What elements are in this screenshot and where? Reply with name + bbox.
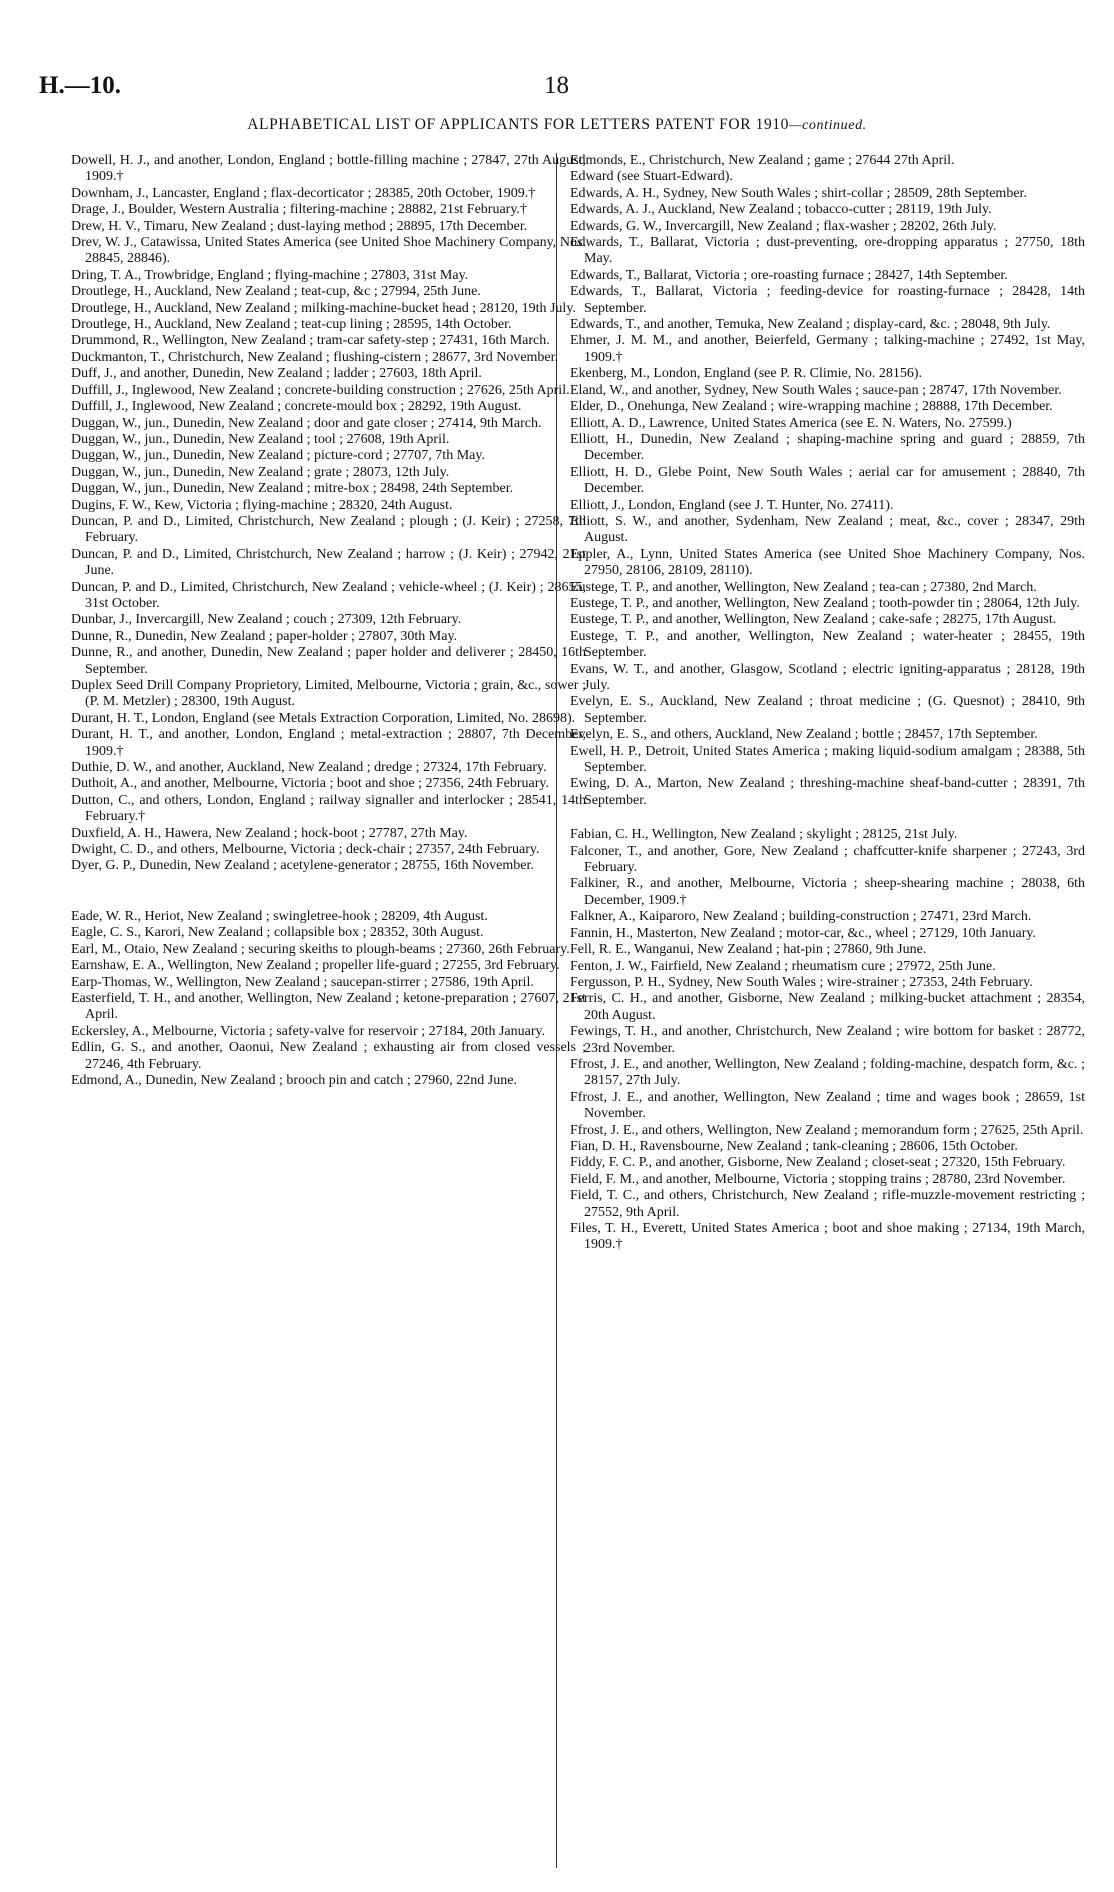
left-column <box>71 153 586 1089</box>
list-entry: Ewing, D. A., Marton, New Zealand ; threshing-machine sheaf-band-cutter ; 28391, 7th September. <box>570 776 1085 808</box>
list-entry: Dring, T. A., Trowbridge, England ; flying-machine ; 27803, 31st May. <box>71 267 469 283</box>
list-entry: Drew, H. V., Timaru, New Zealand ; dust-laying method ; 28895, 17th December. <box>71 218 528 234</box>
list-entry: Eustege, T. P., and another, Wellington, New Zealand ; tooth-powder tin ; 28064, 12th July. <box>570 595 1080 611</box>
list-entry: Ffrost, J. E., and another, Wellington, New Zealand ; folding-machine, despatch form, &c. ; 28157, 27th July. <box>570 1056 1085 1089</box>
list-entry: Falconer, T., and another, Gore, New Zealand ; chaffcutter-knife sharpener ; 27243, 3rd February. <box>570 843 1085 876</box>
list-entry: Earp-Thomas, W., Wellington, New Zealand ; saucepan-stirrer ; 27586, 19th April. <box>71 974 534 990</box>
list-entry: Duxfield, A. H., Hawera, New Zealand ; hock-boot ; 27787, 27th May. <box>71 825 468 841</box>
entries-f-group <box>570 827 1085 1254</box>
list-entry: Files, T. H., Everett, United States America ; boot and shoe making ; 27134, 19th March, 1909.† <box>570 1221 1085 1253</box>
list-entry: Drage, J., Boulder, Western Australia ; filtering-machine ; 28882, 21st February.† <box>71 202 527 218</box>
list-entry: Edwards, T., and another, Temuka, New Zealand ; display-card, &c. ; 28048, 9th July. <box>570 317 1051 333</box>
right-column <box>570 153 1085 1254</box>
list-entry: Duplex Seed Drill Company Proprietory, Limited, Melbourne, Victoria ; grain, &c., sower ; (P. M. Metzler) ; 28300, 19th August. <box>71 678 586 710</box>
page-title-text: ALPHABETICAL LIST OF APPLICANTS FOR LETTERS PATENT FOR 1910 <box>247 116 790 133</box>
list-entry: Duncan, P. and D., Limited, Christchurch, New Zealand ; harrow ; (J. Keir) ; 27942, 21st June. <box>71 546 586 579</box>
list-entry: Dyer, G. P., Dunedin, New Zealand ; acetylene-generator ; 28755, 16th November. <box>71 858 534 874</box>
list-entry: Duggan, W., jun., Dunedin, New Zealand ; picture-cord ; 27707, 7th May. <box>71 448 485 464</box>
list-entry: Ehmer, J. M. M., and another, Beierfeld, Germany ; talking-machine ; 27492, 1st May, 1909.† <box>570 333 1085 365</box>
list-entry: Elliott, J., London, England (see J. T. Hunter, No. 27411). <box>570 497 894 513</box>
list-entry: Duckmanton, T., Christchurch, New Zealand ; flushing-cistern ; 28677, 3rd November. <box>71 349 559 365</box>
list-entry: Drummond, R., Wellington, New Zealand ; tram-car safety-step ; 27431, 16th March. <box>71 333 550 349</box>
list-entry: Duffill, J., Inglewood, New Zealand ; concrete-mould box ; 28292, 19th August. <box>71 399 522 415</box>
list-entry: Duggan, W., jun., Dunedin, New Zealand ; tool ; 27608, 19th April. <box>71 431 450 447</box>
list-entry: Earnshaw, E. A., Wellington, New Zealand ; propeller life-guard ; 27255, 3rd February. <box>71 958 560 974</box>
list-entry: Earl, M., Otaio, New Zealand ; securing skeiths to plough-beams ; 27360, 26th February. <box>71 941 570 957</box>
list-entry: Ewell, H. P., Detroit, United States America ; making liquid-sodium amalgam ; 28388, 5th September. <box>570 743 1085 776</box>
list-entry: Elliott, A. D., Lawrence, United States America (see E. N. Waters, No. 27599.) <box>570 415 1012 431</box>
list-entry: Fell, R. E., Wanganui, New Zealand ; hat-pin ; 27860, 9th June. <box>570 942 927 958</box>
list-entry: Fian, D. H., Ravensbourne, New Zealand ; tank-cleaning ; 28606, 15th October. <box>570 1138 1018 1154</box>
list-entry: Durant, H. T., and another, London, England ; metal-extraction ; 28807, 7th December, 1909.† <box>71 727 586 759</box>
list-entry: Eustege, T. P., and another, Wellington, New Zealand ; cake-safe ; 28275, 17th August. <box>570 612 1057 628</box>
list-entry: Edlin, G. S., and another, Oaonui, New Zealand ; exhausting air from closed vessels ; 27246, 4th February. <box>71 1040 586 1072</box>
list-entry: Duff, J., and another, Dunedin, New Zealand ; ladder ; 27603, 18th April. <box>71 366 482 382</box>
document-reference: H.—10. <box>39 72 121 99</box>
list-entry: Downham, J., Lancaster, England ; flax-decorticator ; 28385, 20th October, 1909.† <box>71 185 536 201</box>
list-entry: Edwards, A. J., Auckland, New Zealand ; tobacco-cutter ; 28119, 19th July. <box>570 202 992 218</box>
list-entry: Easterfield, T. H., and another, Wellington, New Zealand ; ketone-preparation ; 27607, 21st April. <box>71 990 586 1023</box>
list-entry: Droutlege, H., Auckland, New Zealand ; teat-cup lining ; 28595, 14th October. <box>71 317 512 333</box>
list-entry: Eppler, A., Lynn, United States America (see United Shoe Machinery Company, Nos. 27950, 28106, 28109, 28110). <box>570 546 1085 579</box>
list-entry: Eckersley, A., Melbourne, Victoria ; safety-valve for reservoir ; 27184, 20th January. <box>71 1023 546 1039</box>
list-entry: Evans, W. T., and another, Glasgow, Scotland ; electric igniting-apparatus ; 28128, 19th July. <box>570 661 1085 693</box>
list-entry: Ferris, C. H., and another, Gisborne, New Zealand ; milking-bucket attachment ; 28354, 20th August. <box>570 991 1085 1023</box>
section-gap <box>71 875 586 909</box>
list-entry: Edwards, G. W., Invercargill, New Zealand ; flax-washer ; 28202, 26th July. <box>570 218 997 234</box>
list-entry: Dugins, F. W., Kew, Victoria ; flying-machine ; 28320, 24th August. <box>71 497 453 513</box>
list-entry: Fenton, J. W., Fairfield, New Zealand ; rheumatism cure ; 27972, 25th June. <box>570 958 996 974</box>
list-entry: Fewings, T. H., and another, Christchurch, New Zealand ; wire bottom for basket : 28772, 23rd November. <box>570 1024 1085 1056</box>
list-entry: Falkner, A., Kaiparoro, New Zealand ; building-construction ; 27471, 23rd March. <box>570 909 1032 925</box>
list-entry: Duthoit, A., and another, Melbourne, Victoria ; boot and shoe ; 27356, 24th February. <box>71 776 550 792</box>
list-entry: Elder, D., Onehunga, New Zealand ; wire-wrapping machine ; 28888, 17th December. <box>570 399 1053 415</box>
list-entry: Elliott, S. W., and another, Sydenham, New Zealand ; meat, &c., cover ; 28347, 29th August. <box>570 513 1085 546</box>
list-entry: Eade, W. R., Heriot, New Zealand ; swingletree-hook ; 28209, 4th August. <box>71 908 488 924</box>
list-entry: Dwight, C. D., and others, Melbourne, Victoria ; deck-chair ; 27357, 24th February. <box>71 842 540 858</box>
list-entry: Dunne, R., and another, Dunedin, New Zealand ; paper holder and deliverer ; 28450, 16th September. <box>71 645 586 677</box>
entries-d-group <box>71 153 586 875</box>
list-entry: Duffill, J., Inglewood, New Zealand ; concrete-building construction ; 27626, 25th April. <box>71 382 570 398</box>
list-entry: Field, F. M., and another, Melbourne, Victoria ; stopping trains ; 28780, 23rd November. <box>570 1171 1066 1187</box>
list-entry: Dunne, R., Dunedin, New Zealand ; paper-holder ; 27807, 30th May. <box>71 628 458 644</box>
list-entry: Fiddy, F. C. P., and another, Gisborne, New Zealand ; closet-seat ; 27320, 15th February. <box>570 1155 1066 1171</box>
list-entry: Eland, W., and another, Sydney, New South Wales ; sauce-pan ; 28747, 17th November. <box>570 382 1062 398</box>
list-entry: Droutlege, H., Auckland, New Zealand ; teat-cup, &c ; 27994, 25th June. <box>71 284 481 300</box>
list-entry: Droutlege, H., Auckland, New Zealand ; milking-machine-bucket head ; 28120, 19th July. <box>71 300 576 316</box>
list-entry: Eustege, T. P., and another, Wellington, New Zealand ; tea-can ; 27380, 2nd March. <box>570 579 1037 595</box>
list-entry: Field, T. C., and others, Christchurch, New Zealand ; rifle-muzzle-movement restricting ; 27552, 9th April. <box>570 1188 1085 1220</box>
page-title <box>0 116 1114 134</box>
list-entry: Evelyn, E. S., Auckland, New Zealand ; throat medicine ; (G. Quesnot) ; 28410, 9th September. <box>570 694 1085 726</box>
list-entry: Duthie, D. W., and another, Auckland, New Zealand ; dredge ; 27324, 17th February. <box>71 760 547 776</box>
list-entry: Duncan, P. and D., Limited, Christchurch, New Zealand ; plough ; (J. Keir) ; 27258, 7th February. <box>71 513 586 546</box>
entries-e-group <box>71 909 586 1089</box>
list-entry: Elliott, H., Dunedin, New Zealand ; shaping-machine spring and guard ; 28859, 7th December. <box>570 431 1085 464</box>
list-entry: Eagle, C. S., Karori, New Zealand ; collapsible box ; 28352, 30th August. <box>71 925 484 941</box>
list-entry: Edwards, T., Ballarat, Victoria ; ore-roasting furnace ; 28427, 14th September. <box>570 267 1008 283</box>
list-entry: Edwards, T., Ballarat, Victoria ; dust-preventing, ore-dropping apparatus ; 27750, 18th May. <box>570 235 1085 267</box>
page-number: 18 <box>544 72 569 99</box>
list-entry: Fannin, H., Masterton, New Zealand ; motor-car, &c., wheel ; 27129, 10th January. <box>570 925 1036 941</box>
list-entry: Ffrost, J. E., and others, Wellington, New Zealand ; memorandum form ; 27625, 25th April. <box>570 1122 1084 1138</box>
list-entry: Evelyn, E. S., and others, Auckland, New Zealand ; bottle ; 28457, 17th September. <box>570 727 1038 743</box>
list-entry: Duggan, W., jun., Dunedin, New Zealand ; door and gate closer ; 27414, 9th March. <box>71 415 542 431</box>
section-gap <box>570 809 1085 827</box>
list-entry: Edward (see Stuart-Edward). <box>570 169 733 185</box>
list-entry: Dutton, C., and others, London, England ; railway signaller and interlocker ; 28541, 14th February.† <box>71 792 586 825</box>
list-entry: Edmond, A., Dunedin, New Zealand ; brooch pin and catch ; 27960, 22nd June. <box>71 1072 517 1088</box>
list-entry: Edmonds, E., Christchurch, New Zealand ; game ; 27644 27th April. <box>570 153 955 168</box>
list-entry: Dunbar, J., Invercargill, New Zealand ; couch ; 27309, 12th February. <box>71 612 462 628</box>
list-entry: Falkiner, R., and another, Melbourne, Victoria ; sheep-shearing machine ; 28038, 6th December, 1909.† <box>570 876 1085 908</box>
list-entry: Duggan, W., jun., Dunedin, New Zealand ; grate ; 28073, 12th July. <box>71 464 450 480</box>
list-entry: Edwards, A. H., Sydney, New South Wales ; shirt-collar ; 28509, 28th September. <box>570 185 1027 201</box>
list-entry: Durant, H. T., London, England (see Metals Extraction Corporation, Limited, No. 28698). <box>71 710 576 726</box>
list-entry: Duncan, P. and D., Limited, Christchurch, New Zealand ; vehicle-wheel ; (J. Keir) ; 28655, 31st October. <box>71 579 586 611</box>
list-entry: Drev, W. J., Catawissa, United States America (see United Shoe Machinery Company, Nos. 28845, 28846). <box>71 235 586 267</box>
list-entry: Dowell, H. J., and another, London, England ; bottle-filling machine ; 27847, 27th August, 1909.† <box>71 153 586 185</box>
page-title-suffix: —continued. <box>789 118 867 133</box>
list-entry: Elliott, H. D., Glebe Point, New South Wales ; aerial car for amusement ; 28840, 7th December. <box>570 464 1085 497</box>
list-entry: Duggan, W., jun., Dunedin, New Zealand ; mitre-box ; 28498, 24th September. <box>71 481 514 497</box>
list-entry: Eustege, T. P., and another, Wellington, New Zealand ; water-heater ; 28455, 19th September. <box>570 628 1085 661</box>
list-entry: Ekenberg, M., London, England (see P. R. Climie, No. 28156). <box>570 366 923 382</box>
list-entry: Fabian, C. H., Wellington, New Zealand ; skylight ; 28125, 21st July. <box>570 827 958 843</box>
list-entry: Edwards, T., Ballarat, Victoria ; feeding-device for roasting-furnace ; 28428, 14th September. <box>570 284 1085 316</box>
list-entry: Ffrost, J. E., and another, Wellington, New Zealand ; time and wages book ; 28659, 1st November. <box>570 1089 1085 1122</box>
entries-e-continued-group <box>570 153 1085 809</box>
list-entry: Fergusson, P. H., Sydney, New South Wales ; wire-strainer ; 27353, 24th February. <box>570 974 1033 990</box>
